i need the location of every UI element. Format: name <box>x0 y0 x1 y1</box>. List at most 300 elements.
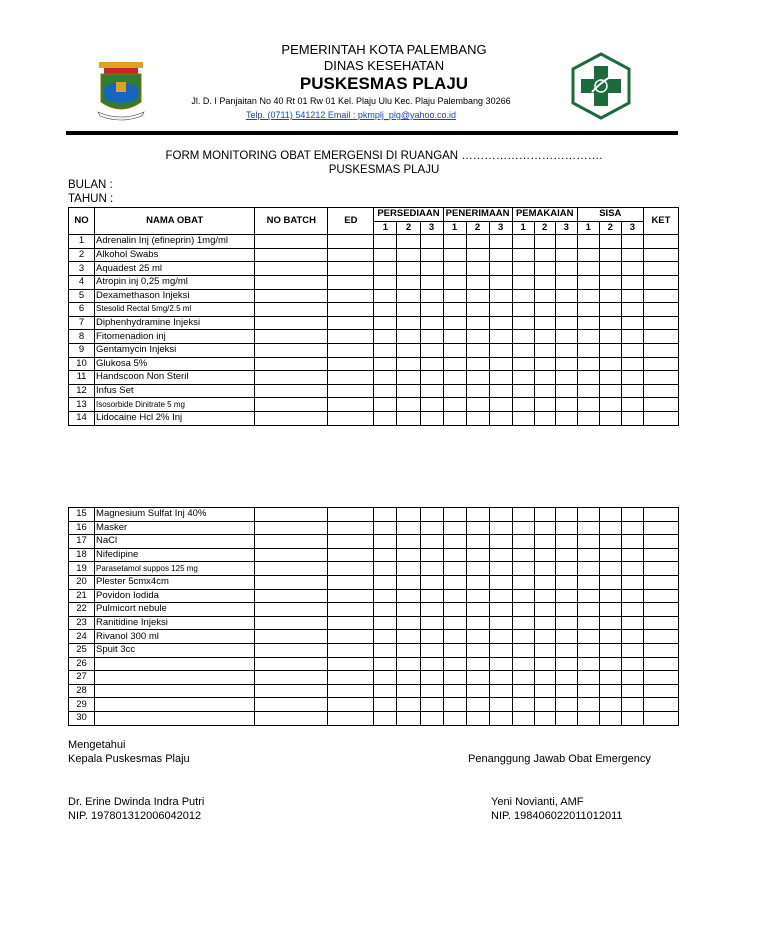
empty-cell[interactable] <box>599 371 621 385</box>
empty-cell[interactable] <box>555 357 577 371</box>
empty-cell[interactable] <box>577 521 599 535</box>
empty-cell[interactable] <box>555 303 577 317</box>
empty-cell[interactable] <box>555 589 577 603</box>
empty-cell[interactable] <box>534 657 555 671</box>
empty-cell[interactable] <box>255 262 328 276</box>
empty-cell[interactable] <box>466 343 489 357</box>
empty-cell[interactable] <box>255 316 328 330</box>
empty-cell[interactable] <box>397 698 420 712</box>
empty-cell[interactable] <box>466 643 489 657</box>
empty-cell[interactable] <box>489 657 512 671</box>
empty-cell[interactable] <box>534 343 555 357</box>
empty-cell[interactable] <box>621 398 643 412</box>
empty-cell[interactable] <box>489 398 512 412</box>
empty-cell[interactable] <box>466 548 489 562</box>
empty-cell[interactable] <box>555 235 577 249</box>
empty-cell[interactable] <box>374 562 397 576</box>
empty-cell[interactable] <box>512 371 534 385</box>
empty-cell[interactable] <box>374 711 397 725</box>
empty-cell[interactable] <box>443 575 466 589</box>
empty-cell[interactable] <box>443 316 466 330</box>
empty-cell[interactable] <box>489 630 512 644</box>
empty-cell[interactable] <box>328 535 374 549</box>
empty-cell[interactable] <box>466 303 489 317</box>
empty-cell[interactable] <box>328 521 374 535</box>
empty-cell[interactable] <box>374 616 397 630</box>
empty-cell[interactable] <box>621 357 643 371</box>
empty-cell[interactable] <box>489 616 512 630</box>
empty-cell[interactable] <box>397 521 420 535</box>
empty-cell[interactable] <box>420 289 443 303</box>
empty-cell[interactable] <box>534 548 555 562</box>
empty-cell[interactable] <box>443 589 466 603</box>
empty-cell[interactable] <box>255 289 328 303</box>
empty-cell[interactable] <box>374 330 397 344</box>
empty-cell[interactable] <box>466 671 489 685</box>
empty-cell[interactable] <box>420 371 443 385</box>
empty-cell[interactable] <box>512 671 534 685</box>
empty-cell[interactable] <box>643 711 678 725</box>
empty-cell[interactable] <box>555 521 577 535</box>
empty-cell[interactable] <box>443 357 466 371</box>
empty-cell[interactable] <box>443 508 466 522</box>
empty-cell[interactable] <box>420 671 443 685</box>
empty-cell[interactable] <box>555 684 577 698</box>
empty-cell[interactable] <box>599 289 621 303</box>
empty-cell[interactable] <box>489 411 512 425</box>
empty-cell[interactable] <box>466 508 489 522</box>
empty-cell[interactable] <box>534 371 555 385</box>
empty-cell[interactable] <box>443 562 466 576</box>
empty-cell[interactable] <box>466 330 489 344</box>
empty-cell[interactable] <box>643 575 678 589</box>
empty-cell[interactable] <box>420 657 443 671</box>
empty-cell[interactable] <box>374 548 397 562</box>
empty-cell[interactable] <box>328 603 374 617</box>
empty-cell[interactable] <box>643 289 678 303</box>
empty-cell[interactable] <box>489 698 512 712</box>
empty-cell[interactable] <box>397 262 420 276</box>
empty-cell[interactable] <box>577 671 599 685</box>
empty-cell[interactable] <box>374 575 397 589</box>
empty-cell[interactable] <box>621 384 643 398</box>
empty-cell[interactable] <box>397 384 420 398</box>
empty-cell[interactable] <box>489 548 512 562</box>
empty-cell[interactable] <box>555 711 577 725</box>
empty-cell[interactable] <box>397 289 420 303</box>
empty-cell[interactable] <box>621 671 643 685</box>
empty-cell[interactable] <box>420 643 443 657</box>
empty-cell[interactable] <box>374 521 397 535</box>
empty-cell[interactable] <box>443 398 466 412</box>
empty-cell[interactable] <box>466 616 489 630</box>
empty-cell[interactable] <box>512 562 534 576</box>
empty-cell[interactable] <box>255 698 328 712</box>
empty-cell[interactable] <box>255 384 328 398</box>
empty-cell[interactable] <box>489 643 512 657</box>
empty-cell[interactable] <box>577 630 599 644</box>
empty-cell[interactable] <box>534 603 555 617</box>
empty-cell[interactable] <box>621 521 643 535</box>
empty-cell[interactable] <box>397 643 420 657</box>
empty-cell[interactable] <box>489 711 512 725</box>
empty-cell[interactable] <box>374 262 397 276</box>
empty-cell[interactable] <box>643 643 678 657</box>
empty-cell[interactable] <box>420 603 443 617</box>
empty-cell[interactable] <box>255 235 328 249</box>
empty-cell[interactable] <box>577 262 599 276</box>
empty-cell[interactable] <box>255 575 328 589</box>
empty-cell[interactable] <box>443 643 466 657</box>
empty-cell[interactable] <box>599 603 621 617</box>
empty-cell[interactable] <box>555 535 577 549</box>
empty-cell[interactable] <box>443 235 466 249</box>
empty-cell[interactable] <box>374 343 397 357</box>
empty-cell[interactable] <box>374 671 397 685</box>
empty-cell[interactable] <box>577 235 599 249</box>
empty-cell[interactable] <box>255 398 328 412</box>
empty-cell[interactable] <box>397 357 420 371</box>
empty-cell[interactable] <box>555 548 577 562</box>
empty-cell[interactable] <box>577 643 599 657</box>
empty-cell[interactable] <box>643 330 678 344</box>
empty-cell[interactable] <box>534 711 555 725</box>
empty-cell[interactable] <box>643 371 678 385</box>
empty-cell[interactable] <box>577 384 599 398</box>
empty-cell[interactable] <box>374 357 397 371</box>
empty-cell[interactable] <box>420 508 443 522</box>
empty-cell[interactable] <box>466 698 489 712</box>
empty-cell[interactable] <box>621 630 643 644</box>
empty-cell[interactable] <box>621 248 643 262</box>
empty-cell[interactable] <box>420 535 443 549</box>
empty-cell[interactable] <box>643 262 678 276</box>
empty-cell[interactable] <box>534 671 555 685</box>
empty-cell[interactable] <box>466 630 489 644</box>
empty-cell[interactable] <box>328 711 374 725</box>
empty-cell[interactable] <box>420 521 443 535</box>
empty-cell[interactable] <box>512 521 534 535</box>
empty-cell[interactable] <box>374 535 397 549</box>
empty-cell[interactable] <box>577 371 599 385</box>
empty-cell[interactable] <box>374 657 397 671</box>
empty-cell[interactable] <box>534 589 555 603</box>
empty-cell[interactable] <box>555 371 577 385</box>
empty-cell[interactable] <box>534 562 555 576</box>
empty-cell[interactable] <box>534 684 555 698</box>
empty-cell[interactable] <box>621 303 643 317</box>
empty-cell[interactable] <box>328 575 374 589</box>
empty-cell[interactable] <box>643 521 678 535</box>
empty-cell[interactable] <box>328 384 374 398</box>
empty-cell[interactable] <box>466 398 489 412</box>
empty-cell[interactable] <box>577 616 599 630</box>
empty-cell[interactable] <box>466 384 489 398</box>
empty-cell[interactable] <box>555 508 577 522</box>
empty-cell[interactable] <box>466 235 489 249</box>
empty-cell[interactable] <box>577 316 599 330</box>
empty-cell[interactable] <box>489 248 512 262</box>
empty-cell[interactable] <box>255 508 328 522</box>
header-contact-link[interactable]: Telp. (0711) 541212 Email : pkmplj_plg@yahoo.co.id <box>245 110 457 120</box>
empty-cell[interactable] <box>397 616 420 630</box>
empty-cell[interactable] <box>255 343 328 357</box>
empty-cell[interactable] <box>512 275 534 289</box>
empty-cell[interactable] <box>397 575 420 589</box>
empty-cell[interactable] <box>328 248 374 262</box>
empty-cell[interactable] <box>466 275 489 289</box>
empty-cell[interactable] <box>621 316 643 330</box>
empty-cell[interactable] <box>420 248 443 262</box>
empty-cell[interactable] <box>577 303 599 317</box>
empty-cell[interactable] <box>512 303 534 317</box>
empty-cell[interactable] <box>577 330 599 344</box>
empty-cell[interactable] <box>489 343 512 357</box>
empty-cell[interactable] <box>443 330 466 344</box>
empty-cell[interactable] <box>599 316 621 330</box>
empty-cell[interactable] <box>555 657 577 671</box>
empty-cell[interactable] <box>512 343 534 357</box>
empty-cell[interactable] <box>489 684 512 698</box>
empty-cell[interactable] <box>534 289 555 303</box>
empty-cell[interactable] <box>466 411 489 425</box>
empty-cell[interactable] <box>512 657 534 671</box>
empty-cell[interactable] <box>397 330 420 344</box>
empty-cell[interactable] <box>555 630 577 644</box>
empty-cell[interactable] <box>621 275 643 289</box>
empty-cell[interactable] <box>643 411 678 425</box>
empty-cell[interactable] <box>443 671 466 685</box>
empty-cell[interactable] <box>599 398 621 412</box>
empty-cell[interactable] <box>420 711 443 725</box>
empty-cell[interactable] <box>643 275 678 289</box>
empty-cell[interactable] <box>466 248 489 262</box>
empty-cell[interactable] <box>420 330 443 344</box>
empty-cell[interactable] <box>420 275 443 289</box>
empty-cell[interactable] <box>255 589 328 603</box>
empty-cell[interactable] <box>599 684 621 698</box>
empty-cell[interactable] <box>534 275 555 289</box>
empty-cell[interactable] <box>443 371 466 385</box>
empty-cell[interactable] <box>255 248 328 262</box>
empty-cell[interactable] <box>255 711 328 725</box>
empty-cell[interactable] <box>512 262 534 276</box>
empty-cell[interactable] <box>512 316 534 330</box>
empty-cell[interactable] <box>489 262 512 276</box>
empty-cell[interactable] <box>443 657 466 671</box>
empty-cell[interactable] <box>489 384 512 398</box>
empty-cell[interactable] <box>643 562 678 576</box>
empty-cell[interactable] <box>621 535 643 549</box>
empty-cell[interactable] <box>621 684 643 698</box>
empty-cell[interactable] <box>555 575 577 589</box>
empty-cell[interactable] <box>534 303 555 317</box>
empty-cell[interactable] <box>443 711 466 725</box>
empty-cell[interactable] <box>555 411 577 425</box>
empty-cell[interactable] <box>621 289 643 303</box>
empty-cell[interactable] <box>489 671 512 685</box>
empty-cell[interactable] <box>374 398 397 412</box>
empty-cell[interactable] <box>328 357 374 371</box>
empty-cell[interactable] <box>255 275 328 289</box>
empty-cell[interactable] <box>534 330 555 344</box>
empty-cell[interactable] <box>599 357 621 371</box>
empty-cell[interactable] <box>512 616 534 630</box>
empty-cell[interactable] <box>643 248 678 262</box>
empty-cell[interactable] <box>397 684 420 698</box>
empty-cell[interactable] <box>466 575 489 589</box>
empty-cell[interactable] <box>374 303 397 317</box>
empty-cell[interactable] <box>643 548 678 562</box>
empty-cell[interactable] <box>397 316 420 330</box>
empty-cell[interactable] <box>555 698 577 712</box>
empty-cell[interactable] <box>621 343 643 357</box>
empty-cell[interactable] <box>577 603 599 617</box>
empty-cell[interactable] <box>555 643 577 657</box>
empty-cell[interactable] <box>466 562 489 576</box>
empty-cell[interactable] <box>255 330 328 344</box>
empty-cell[interactable] <box>512 643 534 657</box>
empty-cell[interactable] <box>466 657 489 671</box>
empty-cell[interactable] <box>599 535 621 549</box>
empty-cell[interactable] <box>420 548 443 562</box>
empty-cell[interactable] <box>577 562 599 576</box>
empty-cell[interactable] <box>599 411 621 425</box>
empty-cell[interactable] <box>512 589 534 603</box>
empty-cell[interactable] <box>374 603 397 617</box>
empty-cell[interactable] <box>621 575 643 589</box>
empty-cell[interactable] <box>555 330 577 344</box>
empty-cell[interactable] <box>328 508 374 522</box>
empty-cell[interactable] <box>512 398 534 412</box>
empty-cell[interactable] <box>420 575 443 589</box>
empty-cell[interactable] <box>643 657 678 671</box>
empty-cell[interactable] <box>599 262 621 276</box>
empty-cell[interactable] <box>328 671 374 685</box>
empty-cell[interactable] <box>255 548 328 562</box>
empty-cell[interactable] <box>555 398 577 412</box>
empty-cell[interactable] <box>534 235 555 249</box>
empty-cell[interactable] <box>489 316 512 330</box>
empty-cell[interactable] <box>643 698 678 712</box>
empty-cell[interactable] <box>328 303 374 317</box>
empty-cell[interactable] <box>599 562 621 576</box>
empty-cell[interactable] <box>621 548 643 562</box>
empty-cell[interactable] <box>443 384 466 398</box>
empty-cell[interactable] <box>512 630 534 644</box>
empty-cell[interactable] <box>489 357 512 371</box>
empty-cell[interactable] <box>512 698 534 712</box>
empty-cell[interactable] <box>599 643 621 657</box>
empty-cell[interactable] <box>397 548 420 562</box>
empty-cell[interactable] <box>443 248 466 262</box>
empty-cell[interactable] <box>466 357 489 371</box>
empty-cell[interactable] <box>534 357 555 371</box>
empty-cell[interactable] <box>443 616 466 630</box>
empty-cell[interactable] <box>599 589 621 603</box>
empty-cell[interactable] <box>328 657 374 671</box>
empty-cell[interactable] <box>555 384 577 398</box>
empty-cell[interactable] <box>577 548 599 562</box>
empty-cell[interactable] <box>489 521 512 535</box>
empty-cell[interactable] <box>328 630 374 644</box>
empty-cell[interactable] <box>621 262 643 276</box>
empty-cell[interactable] <box>599 575 621 589</box>
empty-cell[interactable] <box>374 316 397 330</box>
empty-cell[interactable] <box>599 657 621 671</box>
empty-cell[interactable] <box>534 643 555 657</box>
empty-cell[interactable] <box>328 330 374 344</box>
empty-cell[interactable] <box>397 562 420 576</box>
empty-cell[interactable] <box>443 303 466 317</box>
empty-cell[interactable] <box>512 535 534 549</box>
empty-cell[interactable] <box>534 316 555 330</box>
empty-cell[interactable] <box>443 521 466 535</box>
empty-cell[interactable] <box>643 684 678 698</box>
empty-cell[interactable] <box>512 248 534 262</box>
empty-cell[interactable] <box>328 589 374 603</box>
empty-cell[interactable] <box>374 589 397 603</box>
empty-cell[interactable] <box>255 657 328 671</box>
empty-cell[interactable] <box>255 303 328 317</box>
empty-cell[interactable] <box>466 589 489 603</box>
empty-cell[interactable] <box>374 698 397 712</box>
empty-cell[interactable] <box>534 575 555 589</box>
empty-cell[interactable] <box>466 316 489 330</box>
empty-cell[interactable] <box>466 711 489 725</box>
empty-cell[interactable] <box>534 411 555 425</box>
empty-cell[interactable] <box>255 643 328 657</box>
empty-cell[interactable] <box>443 630 466 644</box>
empty-cell[interactable] <box>512 603 534 617</box>
empty-cell[interactable] <box>374 684 397 698</box>
empty-cell[interactable] <box>397 303 420 317</box>
empty-cell[interactable] <box>577 289 599 303</box>
empty-cell[interactable] <box>374 508 397 522</box>
empty-cell[interactable] <box>555 248 577 262</box>
empty-cell[interactable] <box>443 698 466 712</box>
empty-cell[interactable] <box>577 411 599 425</box>
empty-cell[interactable] <box>555 262 577 276</box>
empty-cell[interactable] <box>443 411 466 425</box>
empty-cell[interactable] <box>397 711 420 725</box>
empty-cell[interactable] <box>512 357 534 371</box>
empty-cell[interactable] <box>255 630 328 644</box>
empty-cell[interactable] <box>512 684 534 698</box>
empty-cell[interactable] <box>643 357 678 371</box>
empty-cell[interactable] <box>328 262 374 276</box>
empty-cell[interactable] <box>255 521 328 535</box>
empty-cell[interactable] <box>420 303 443 317</box>
empty-cell[interactable] <box>397 411 420 425</box>
empty-cell[interactable] <box>420 262 443 276</box>
empty-cell[interactable] <box>534 262 555 276</box>
empty-cell[interactable] <box>599 330 621 344</box>
empty-cell[interactable] <box>643 235 678 249</box>
empty-cell[interactable] <box>534 384 555 398</box>
empty-cell[interactable] <box>397 630 420 644</box>
empty-cell[interactable] <box>621 698 643 712</box>
empty-cell[interactable] <box>577 398 599 412</box>
empty-cell[interactable] <box>443 275 466 289</box>
empty-cell[interactable] <box>577 657 599 671</box>
empty-cell[interactable] <box>255 411 328 425</box>
empty-cell[interactable] <box>599 698 621 712</box>
empty-cell[interactable] <box>489 589 512 603</box>
empty-cell[interactable] <box>328 235 374 249</box>
empty-cell[interactable] <box>512 330 534 344</box>
empty-cell[interactable] <box>643 616 678 630</box>
